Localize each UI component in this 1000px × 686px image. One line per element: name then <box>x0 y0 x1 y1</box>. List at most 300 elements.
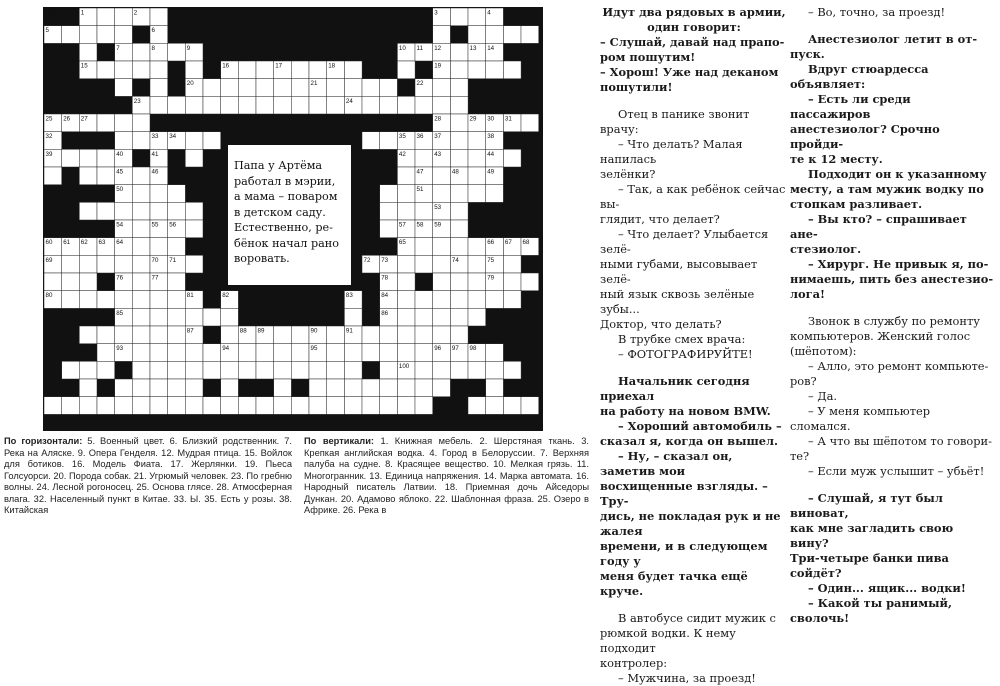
crossword-number: 48 <box>451 168 459 176</box>
crossword-cell <box>521 273 539 291</box>
crossword-number: 54 <box>116 221 124 229</box>
crossword-cell <box>397 185 415 203</box>
crossword-cell <box>450 361 468 379</box>
joke-line: – Во, точно, за проезд! <box>808 5 946 19</box>
crossword-cell <box>415 238 433 256</box>
crossword-cell <box>433 255 451 273</box>
crossword-cell <box>185 132 203 150</box>
crossword-cell <box>380 361 398 379</box>
crossword-number: 13 <box>469 44 477 52</box>
crossword-cell <box>450 149 468 167</box>
joke-line: Вдруг стюардесса объявляет: <box>790 62 929 91</box>
crossword-cell <box>486 291 504 309</box>
crossword-cell <box>238 397 256 415</box>
crossword-cell <box>468 8 486 26</box>
crossword-cell <box>132 397 150 415</box>
crossword-cell <box>450 273 468 291</box>
crossword-cell <box>185 61 203 79</box>
crossword-cell <box>362 96 380 114</box>
crossword-cell <box>274 397 292 415</box>
crossword-cell <box>168 185 186 203</box>
crossword-cell <box>62 397 80 415</box>
crossword-number: 59 <box>434 221 442 229</box>
crossword-cell <box>203 308 221 326</box>
crossword-cell <box>274 79 292 97</box>
crossword-cell <box>274 96 292 114</box>
crossword-cell <box>274 361 292 379</box>
crossword-cell <box>433 379 451 397</box>
crossword-cell <box>397 273 415 291</box>
joke-line: на работу на новом BMW. <box>600 404 771 418</box>
crossword-cell <box>132 43 150 61</box>
crossword-number: 43 <box>434 150 442 158</box>
crossword-cell <box>450 114 468 132</box>
crossword-cell <box>450 132 468 150</box>
crossword-number: 91 <box>345 327 353 335</box>
crossword-number: 51 <box>416 186 424 194</box>
crossword-cell <box>150 379 168 397</box>
crossword-cell <box>115 326 133 344</box>
joke-line: восхищенные взгляды. – Тру- <box>600 479 768 508</box>
crossword-cell <box>150 308 168 326</box>
crossword-cell <box>415 96 433 114</box>
crossword-cell <box>79 43 97 61</box>
joke-line: Идут два рядовых в армии, <box>602 5 786 19</box>
crossword-number: 33 <box>151 133 159 141</box>
crossword-cell <box>450 185 468 203</box>
crossword-cell <box>238 96 256 114</box>
joke-line: – Что делает? Улыбается зелё- <box>600 227 769 256</box>
crossword-number: 47 <box>416 168 424 176</box>
crossword-number: 22 <box>416 80 424 88</box>
jokes-column-right <box>790 5 994 625</box>
crossword-number: 65 <box>398 239 406 247</box>
crossword-number: 55 <box>151 221 159 229</box>
crossword-cell <box>415 149 433 167</box>
crossword-cell <box>503 397 521 415</box>
joke-line: – Слушай, давай над прапо- <box>600 35 785 49</box>
crossword-number: 58 <box>416 221 424 229</box>
crossword-cell <box>486 61 504 79</box>
crossword-cell <box>115 202 133 220</box>
crossword-cell <box>433 96 451 114</box>
crossword-cell <box>450 238 468 256</box>
crossword-number: 52 <box>63 203 71 211</box>
crossword-cell <box>415 397 433 415</box>
crossword-number: 85 <box>116 309 124 317</box>
crossword-number: 16 <box>222 62 230 70</box>
crossword-cell <box>256 397 274 415</box>
crossword-cell <box>291 326 309 344</box>
crossword-cell <box>115 114 133 132</box>
clues-down <box>304 436 590 515</box>
crossword-number: 8 <box>151 44 155 52</box>
crossword-cell <box>397 308 415 326</box>
crossword-number: 30 <box>487 115 495 123</box>
crossword-number: 102 <box>469 380 480 388</box>
crossword-number: 42 <box>398 150 406 158</box>
joke-line: дись, не покладая рук и не жалея <box>600 509 781 538</box>
crossword-cell <box>97 255 115 273</box>
crossword-cell <box>468 185 486 203</box>
crossword-cell <box>115 379 133 397</box>
crossword-cell <box>238 344 256 362</box>
crossword-cell <box>185 308 203 326</box>
clues-down-label: По вертикали: <box>304 436 375 446</box>
crossword-cell <box>185 220 203 238</box>
crossword-number: 15 <box>80 62 88 70</box>
crossword-cell <box>415 308 433 326</box>
crossword-number: 67 <box>504 239 512 247</box>
crossword-number: 95 <box>310 345 318 353</box>
joke-line: – Какой ты ранимый, сволочь! <box>790 596 952 625</box>
crossword-cell <box>221 361 239 379</box>
crossword-cell <box>132 61 150 79</box>
crossword-cell <box>62 291 80 309</box>
crossword-number: 97 <box>451 345 459 353</box>
crossword-cell <box>62 255 80 273</box>
crossword-cell <box>221 379 239 397</box>
crossword-cell <box>79 167 97 185</box>
joke-line: ными губами, высовывает зелё- <box>600 257 758 286</box>
crossword-cell <box>115 8 133 26</box>
crossword-cell <box>450 79 468 97</box>
crossword-cell <box>415 379 433 397</box>
crossword-cell <box>132 361 150 379</box>
crossword-cell <box>397 255 415 273</box>
joke-line: – Ну, – сказал он, заметив мои <box>600 449 733 478</box>
crossword-number: 44 <box>487 150 495 158</box>
crossword-number: 46 <box>151 168 159 176</box>
crossword-cell <box>97 397 115 415</box>
crossword-cell <box>97 26 115 44</box>
center-joke-line: Естественно, ре- <box>234 221 333 234</box>
crossword-cell <box>150 96 168 114</box>
crossword-number: 10 <box>398 44 406 52</box>
crossword-number: 34 <box>169 133 177 141</box>
crossword-cell <box>468 308 486 326</box>
crossword-cell <box>79 149 97 167</box>
crossword-cell <box>185 397 203 415</box>
crossword-cell <box>44 397 62 415</box>
crossword-cell <box>468 238 486 256</box>
crossword-number: 81 <box>186 292 194 300</box>
crossword-cell <box>486 361 504 379</box>
crossword-number: 7 <box>116 44 120 52</box>
crossword-number: 18 <box>328 62 336 70</box>
crossword-cell <box>115 26 133 44</box>
crossword-cell <box>397 291 415 309</box>
joke-line: Доктор, что делать? <box>600 317 722 331</box>
crossword-cell <box>433 167 451 185</box>
center-joke-line: воровать. <box>234 252 290 265</box>
crossword-cell <box>185 344 203 362</box>
paragraph-spacer <box>790 302 994 314</box>
crossword-cell <box>256 344 274 362</box>
crossword-cell <box>203 132 221 150</box>
crossword-number: 45 <box>116 168 124 176</box>
crossword-cell <box>150 238 168 256</box>
crossword-cell <box>468 167 486 185</box>
crossword-cell <box>132 344 150 362</box>
crossword-cell <box>79 26 97 44</box>
crossword-number: 63 <box>98 239 106 247</box>
crossword-cell <box>168 379 186 397</box>
crossword-number: 29 <box>469 115 477 123</box>
crossword-cell <box>79 291 97 309</box>
center-joke-line: работал в мэрии, <box>234 174 336 188</box>
joke-line: В трубке смех врача: <box>618 332 746 346</box>
crossword-number: 78 <box>381 274 389 282</box>
crossword-cell <box>97 149 115 167</box>
crossword-cell <box>168 43 186 61</box>
crossword-cell <box>503 149 521 167</box>
crossword-number: 83 <box>345 292 353 300</box>
crossword-cell <box>344 361 362 379</box>
crossword-number: 98 <box>469 345 477 353</box>
crossword-number: 28 <box>434 115 442 123</box>
crossword-cell <box>115 291 133 309</box>
crossword-number: 39 <box>45 150 53 158</box>
crossword-cell <box>380 379 398 397</box>
crossword-cell <box>221 397 239 415</box>
crossword-cell <box>115 61 133 79</box>
crossword-cell <box>291 79 309 97</box>
crossword-cell <box>433 273 451 291</box>
joke-line: рюмкой водки. К нему подходит <box>600 626 736 655</box>
crossword-cell <box>115 397 133 415</box>
crossword-cell <box>132 114 150 132</box>
center-joke-line: а мама – поваром <box>234 190 338 203</box>
crossword-number: 88 <box>239 327 247 335</box>
crossword-number: 24 <box>345 97 353 105</box>
crossword-cell <box>344 344 362 362</box>
paragraph-spacer <box>790 479 994 491</box>
crossword-number: 66 <box>487 239 495 247</box>
joke-line: ный язык сквозь зелёные зубы... <box>600 287 755 316</box>
joke-line: зелёнки? <box>600 167 656 181</box>
paragraph-spacer <box>600 95 788 107</box>
paragraph-spacer <box>600 599 788 611</box>
joke-line: – Хорош! Уже над деканом <box>600 65 779 79</box>
crossword-cell <box>238 61 256 79</box>
crossword-cell <box>132 238 150 256</box>
joke-line: те? <box>790 449 810 463</box>
joke-line: времени, и в следующем году у <box>600 539 768 568</box>
crossword-number: 53 <box>434 203 442 211</box>
crossword-cell <box>486 397 504 415</box>
crossword-cell <box>256 96 274 114</box>
crossword-cell <box>150 202 168 220</box>
crossword-cell <box>415 326 433 344</box>
crossword-number: 3 <box>434 9 438 17</box>
crossword-number: 73 <box>381 256 389 264</box>
crossword-cell <box>468 132 486 150</box>
crossword-number: 9 <box>186 44 191 52</box>
joke-line: те к 12 месту. <box>790 152 883 166</box>
crossword-cell <box>380 79 398 97</box>
crossword-number: 36 <box>416 133 424 141</box>
crossword-cell <box>168 291 186 309</box>
crossword-number: 96 <box>434 345 442 353</box>
crossword-cell <box>521 397 539 415</box>
crossword-cell <box>450 308 468 326</box>
joke-line: – Мужчина, за проезд! <box>618 671 756 685</box>
crossword-cell <box>238 361 256 379</box>
crossword-cell <box>115 255 133 273</box>
crossword-cell <box>79 379 97 397</box>
crossword-cell <box>486 185 504 203</box>
crossword-cell <box>132 185 150 203</box>
crossword-cell <box>274 326 292 344</box>
crossword-number: 70 <box>151 256 159 264</box>
crossword-number: 41 <box>151 150 159 158</box>
crossword-cell <box>168 326 186 344</box>
crossword-cell <box>450 43 468 61</box>
joke-line: – ФОТОГРАФИРУЙТЕ! <box>618 347 753 361</box>
crossword-cell <box>344 308 362 326</box>
crossword-number: 100 <box>398 362 410 370</box>
crossword-cell <box>433 185 451 203</box>
crossword-cell <box>433 326 451 344</box>
crossword-cell <box>79 326 97 344</box>
crossword-cell <box>97 167 115 185</box>
crossword-number: 80 <box>45 292 53 300</box>
crossword-cell <box>79 361 97 379</box>
paragraph-spacer <box>600 362 788 374</box>
crossword-cell <box>397 61 415 79</box>
paragraph-spacer <box>790 20 994 32</box>
crossword-cell <box>415 291 433 309</box>
joke-line: – Если муж услышит – убьёт! <box>808 464 985 478</box>
joke-line: – Что делать? Малая напилась <box>600 137 743 166</box>
crossword-cell <box>362 326 380 344</box>
crossword-cell <box>203 397 221 415</box>
crossword-cell <box>274 379 292 397</box>
crossword-cell <box>433 291 451 309</box>
crossword-cell <box>486 26 504 44</box>
crossword-cell <box>132 308 150 326</box>
crossword-cell <box>468 255 486 273</box>
joke-line: – Вы кто? – спрашивает ане- <box>790 212 967 241</box>
crossword-number: 76 <box>116 274 124 282</box>
crossword-cell <box>503 255 521 273</box>
crossword-cell <box>450 202 468 220</box>
crossword-number: 38 <box>487 133 495 141</box>
crossword-cell <box>503 361 521 379</box>
crossword-cell <box>309 96 327 114</box>
crossword-cell <box>44 167 62 185</box>
crossword-number: 71 <box>169 256 177 264</box>
crossword-cell <box>168 344 186 362</box>
crossword-cell <box>291 361 309 379</box>
crossword-cell <box>274 344 292 362</box>
joke-line: пуск. <box>790 47 825 61</box>
crossword-cell <box>97 361 115 379</box>
crossword-number: 6 <box>151 27 155 35</box>
crossword-cell <box>521 26 539 44</box>
crossword-number: 92 <box>80 345 88 353</box>
crossword-cell <box>503 26 521 44</box>
crossword-cell <box>79 273 97 291</box>
crossword-cell <box>380 132 398 150</box>
crossword-cell <box>380 326 398 344</box>
crossword-cell <box>62 361 80 379</box>
crossword-cell <box>309 361 327 379</box>
joke-line: глядит, что делает? <box>600 212 720 226</box>
crossword-cell <box>150 344 168 362</box>
joke-line: Анестезиолог летит в от- <box>808 32 978 46</box>
joke-line: как мне загладить свою вину? <box>790 521 954 550</box>
crossword-cell <box>132 202 150 220</box>
crossword-cell <box>203 361 221 379</box>
joke-line: ром пошутим! <box>600 50 696 64</box>
clues-down-text: 1. Книжная мебель. 2. Шерстяная ткань. 3. Крепкая английская водка. 4. Город в Белоруссии. 7. Верхняя палуба на судне. 8. Красящее вещество. 10. Мелкая грязь. 11. Многогранник. 13. Единица напряжения. 14. Марка автомата. 16. Народный писатель Латвии. 18. Приемная дочь Айседоры Дункан. 20. Адамово яблоко. 22. Шаблонная фраза. 25. Озеро в Африке. 26. Река в <box>304 436 590 515</box>
crossword-number: 19 <box>434 62 442 70</box>
crossword-number: 57 <box>398 221 406 229</box>
jokes-column-left <box>600 5 788 685</box>
crossword-cell <box>415 361 433 379</box>
crossword-cell <box>132 167 150 185</box>
crossword-number: 56 <box>169 221 177 229</box>
crossword-cell <box>380 344 398 362</box>
crossword-cell <box>362 397 380 415</box>
joke-line: – У меня компьютер сломался. <box>790 404 931 433</box>
crossword-cell <box>115 79 133 97</box>
joke-line: анестезиолог? Срочно пройди- <box>790 122 940 151</box>
crossword-number: 17 <box>275 62 283 70</box>
crossword-cell <box>203 344 221 362</box>
crossword-cell <box>256 361 274 379</box>
crossword-cell <box>291 344 309 362</box>
crossword-cell <box>433 308 451 326</box>
joke-line: – А что вы шёпотом то говори- <box>808 434 993 448</box>
crossword-cell <box>397 167 415 185</box>
crossword-cell <box>97 326 115 344</box>
crossword-cell <box>450 61 468 79</box>
crossword-cell <box>291 397 309 415</box>
crossword-cell <box>397 344 415 362</box>
crossword-cell <box>309 379 327 397</box>
crossword-number: 35 <box>398 133 406 141</box>
crossword-cell <box>380 202 398 220</box>
crossword-cell <box>62 26 80 44</box>
crossword-cell <box>344 397 362 415</box>
crossword-cell <box>397 96 415 114</box>
crossword-cell <box>150 361 168 379</box>
crossword-cell <box>486 379 504 397</box>
joke-line: пошутили! <box>600 80 673 94</box>
crossword-number: 68 <box>522 239 530 247</box>
crossword-cell <box>415 344 433 362</box>
crossword-cell <box>132 220 150 238</box>
crossword-cell <box>327 79 345 97</box>
crossword-cell <box>132 132 150 150</box>
crossword-cell <box>132 273 150 291</box>
crossword-number: 90 <box>310 327 318 335</box>
crossword-number: 79 <box>487 274 495 282</box>
crossword-number: 75 <box>487 256 495 264</box>
crossword-cell <box>132 255 150 273</box>
crossword-cell <box>362 344 380 362</box>
crossword-cell <box>168 238 186 256</box>
crossword-number: 25 <box>45 115 53 123</box>
crossword-cell <box>397 379 415 397</box>
crossword-number: 99 <box>116 362 124 370</box>
crossword-number: 27 <box>80 115 88 123</box>
clues-across-label: По горизонтали: <box>4 436 83 446</box>
joke-line: – Один... ящик... водки! <box>808 581 966 595</box>
